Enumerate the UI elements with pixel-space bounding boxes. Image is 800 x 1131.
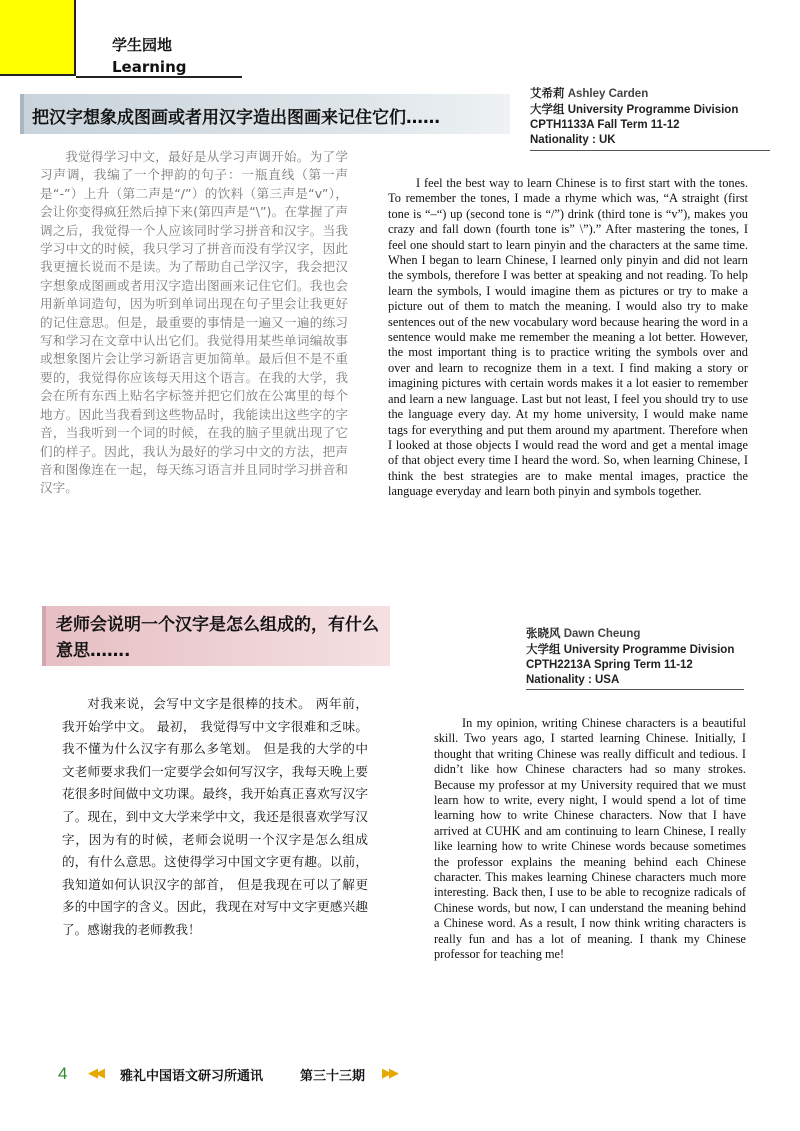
- article1-author-name-cn: 艾希莉: [530, 86, 565, 100]
- section-rule: [76, 76, 242, 78]
- article2-division-en: University Programme Division: [563, 644, 735, 656]
- article2-chinese-text: 对我来说，会写中文字是很棒的技术。 两年前，我开始学中文。 最初， 我觉得写中文字很难和乏味。我不懂为什么汉字有那么多笔划。 但是我的大学的中文老师要求我们一定要学会如何写汉字，我每天晚上要花很多时间做中文功课。最终，我开始真正喜欢写汉字了。现在，到中文大学来学中文，我还是很喜欢学写汉字，因为有的时候，老师会说明一个汉字是怎么组成的，有什么意思。这使得学习中国文字更有趣。以前，我知道如何认识汉字的部首， 但是我现在可以了解更多的中国字的含义。因此，我现在对写中文字更感兴趣了。感谢我的老师教我！: [62, 696, 368, 937]
- article1-author-name-en: Ashley Carden: [567, 88, 649, 100]
- next-arrows-icon: ▶▶: [382, 1066, 396, 1081]
- article1-author-line: [530, 86, 770, 102]
- article1-english-text: I feel the best way to learn Chinese is to first start with the tones. To remember the tones, I made a rhyme which was, “A straight (first tone is “–“) up (second tone is “/”) drink (third tone is “v”), makes you crazy and fall down (fourth tone is” \”).” After mastering the tones, I feel one should start to learn pinyin and the characters at the same time. When I began to learn Chinese, I learned only pinyin and did not learn the symbols, therefore I was better at speaking and not reading. To help learn the symbols, I would imagine them as pictures or try to make a picture out of them to match the meaning. I would also try to make sentences out of the new vocabulary word because hearing the word in a sentence would make me remember the meaning a lot better. However, the most important thing is to practice writing the symbols over and over and learn to recognize them in a text. I find making a story or imagining pictures with certain words makes it a lot easier to remember and learn a new language. Last but not least, I feel you should try to use the language every day. At my home university, I would make name tags for everything and put them around my apartment. Therefore when I looked at those objects I would read the word and get a mental image of that object every time I heard the word. So, when learning Chinese, I think the best strategies are to make mental images, practice the language everyday and learn both pinyin and symbols together.: [388, 176, 748, 499]
- issue-number: 第三十三期: [300, 1069, 366, 1084]
- publication-title: 雅礼中国语文研习所通讯: [120, 1069, 264, 1084]
- article2-author-line: [526, 626, 766, 642]
- article1-division-en: University Programme Division: [567, 104, 739, 116]
- article1-division-cn: 大学组: [530, 102, 565, 116]
- article2-division-cn: 大学组: [526, 642, 561, 656]
- article2-english-text: In my opinion, writing Chinese characters is a beautiful skill. Two years ago, I started learning Chinese. Initially, I thought that writing Chinese was really difficult and tedious. I didn’t like how Chinese characters had so many strokes. Because my professor at my University required that we must learn how to write, every night, I would spend a lot of time learning how to write Chinese characters. Now that I have arrived at CUHK and am continuing to learn Chinese, I really like learning how to write Chinese words because sometimes the professor explains the meaning behind each Chinese character. This makes learning Chinese characters much more interesting. Back then, I use to be able to recognize radicals of Chinese words, but now, I can understand the meaning behind a Chinese word. As a result, I now think writing characters is really fun and has a lot of meaning. I thank my Chinese professor for teaching me!: [434, 716, 746, 962]
- yellow-corner-block: [0, 0, 76, 76]
- article2-heading: 老师会说明一个汉字是怎么组成的，有什么意思…….: [42, 606, 390, 666]
- article1-division-line: [530, 102, 770, 118]
- page-number: 4: [58, 1064, 68, 1083]
- article1-author-rule: [530, 150, 770, 151]
- article2-author-block: [526, 626, 766, 688]
- previous-arrows-icon: ◀◀: [88, 1066, 102, 1081]
- article2-division-line: [526, 642, 766, 658]
- article1-course: CPTH1133A Fall Term 11-12: [530, 119, 680, 131]
- article1-chinese-text: 我觉得学习中文，最好是从学习声调开始。为了学习声调，我编了一个押韵的句子：一瓶直线（第一声是“-”）上升（第二声是“/”）的饮料（第三声是“v”），会让你变得疯狂然后掉下来(第四声是“\”)。在掌握了声调之后，我觉得一个人应该同时学习拼音和汉字。当我学习中文的时候，我只学习了拼音而没有学汉字，因此我更擅长说而不是读。为了帮助自己学汉字，我会把汉字想象成图画或者用汉字造出图画来记住它们。我也会用新单词造句，因为听到单词出现在句子里会让我更好的记住意思。但是，最重要的事情是一遍又一遍的练习写和学习在文章中认出它们。我觉得用某些单词编故事或想象图片会让学习新语言更加简单。最后但不是不重要的，我觉得你应该每天用这个语言。在我的大学，我会在所有东西上贴名字标签并把它们放在公寓里的每个地方。因此当我看到这些物品时，我能读出这些字的字音，当我听到一个词的时候，在我的脑子里就出现了它们的样子。因此，我认为最好的学习中文的方法，把声音和图像连在一起，每天练习语言并且同时学习拼音和汉字。: [40, 149, 348, 496]
- article1-author-block: [530, 86, 770, 148]
- article2-author-rule: [526, 689, 744, 690]
- page-footer: [0, 1064, 800, 1088]
- section-subtitle: Learning: [112, 58, 187, 76]
- article2-author-name-cn: 张晓风: [526, 626, 561, 640]
- article2-author-name-en: Dawn Cheung: [563, 628, 641, 640]
- article1-nationality: Nationality : UK: [530, 134, 616, 146]
- article1-heading: 把汉字想象成图画或者用汉字造出图画来记住它们……: [20, 94, 510, 134]
- section-title: 学生园地: [112, 36, 173, 54]
- article2-nationality: Nationality : USA: [526, 674, 620, 686]
- article2-course: CPTH2213A Spring Term 11-12: [526, 659, 693, 671]
